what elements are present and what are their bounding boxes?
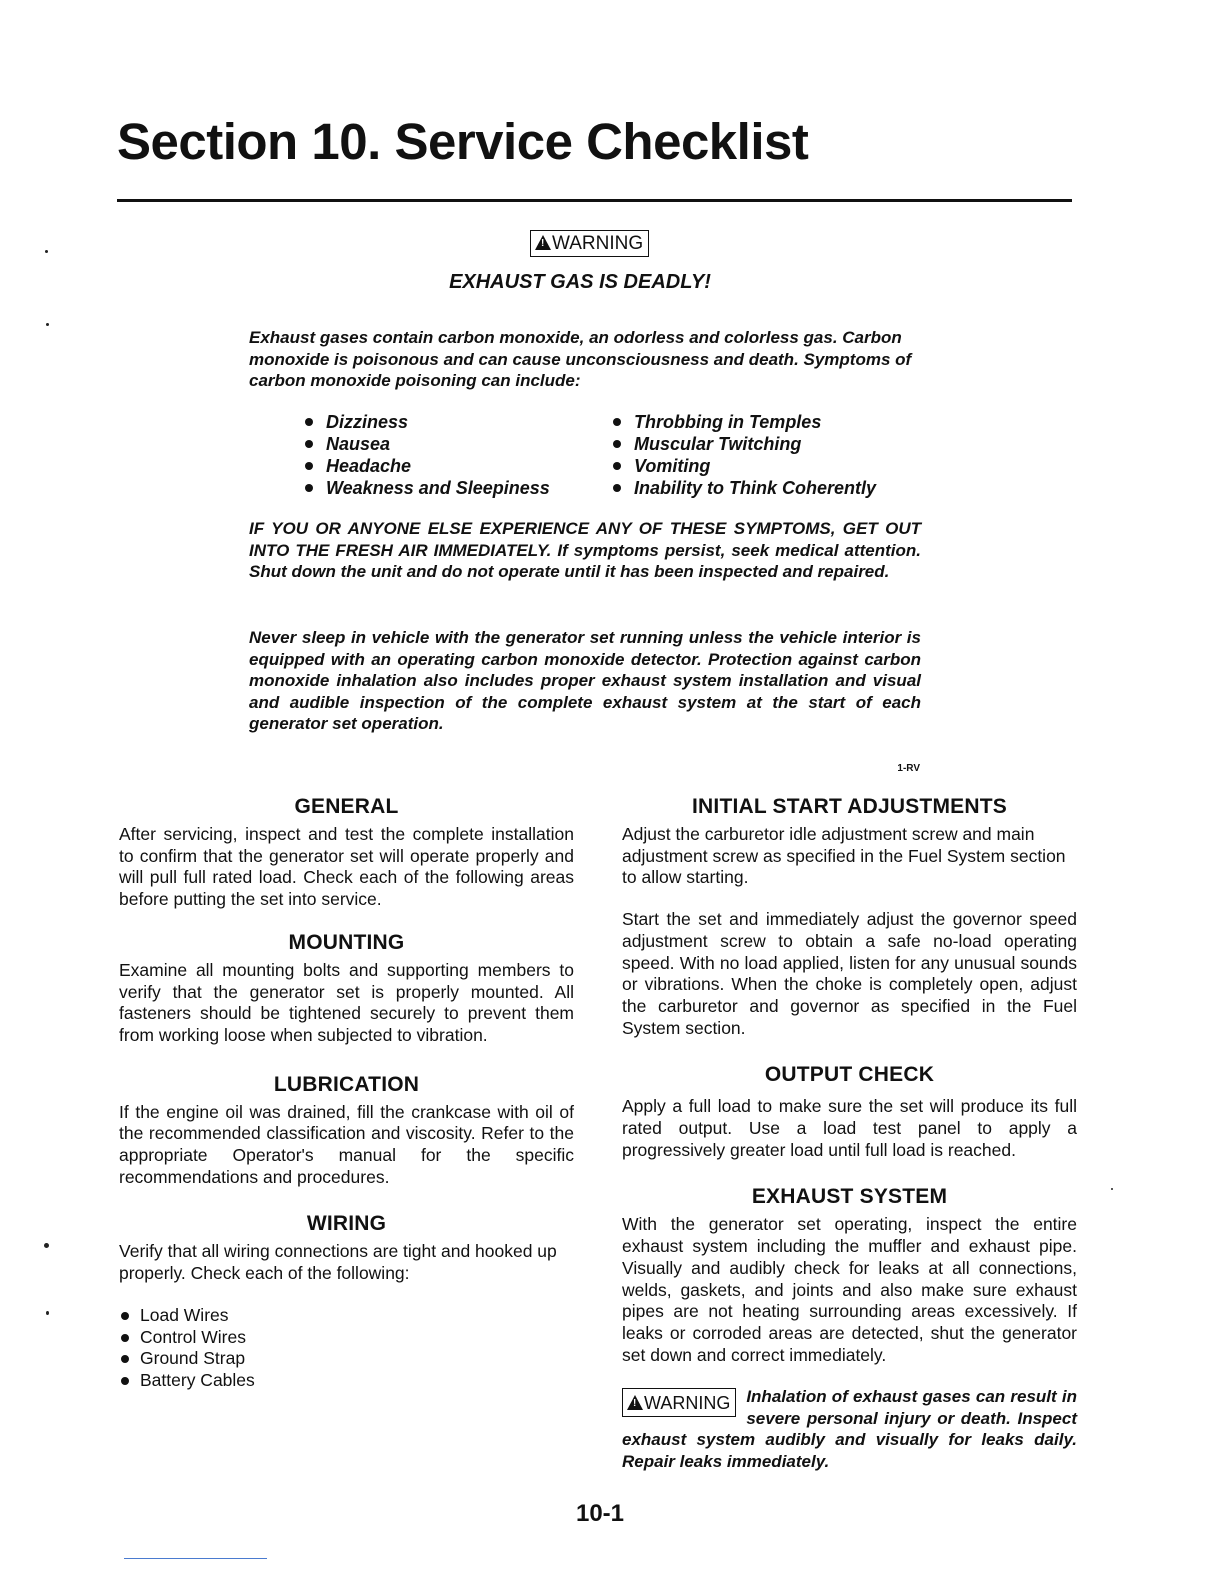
warning-paragraph: Exhaust gases contain carbon monoxide, an odorless and colorless gas. Carbon monoxide is poisonous and can cause unconsciousness and death. Symptoms of carbon monoxide poisoning can include: [249, 328, 912, 390]
scan-speck [1111, 1188, 1113, 1190]
list-item: Battery Cables [119, 1370, 574, 1392]
section-title-initial-start: INITIAL START ADJUSTMENTS [692, 795, 1007, 818]
list-item: Dizziness [303, 411, 550, 433]
list-item: Headache [303, 455, 550, 477]
page-number: 10-1 [575, 1500, 625, 1527]
warning-badge-label: WARNING [552, 233, 644, 254]
scan-speck [44, 1243, 49, 1248]
list-item: Load Wires [119, 1305, 574, 1327]
section-title-lubrication: LUBRICATION [273, 1072, 420, 1096]
scan-speck [46, 323, 49, 326]
section-text-wiring: Verify that all wiring connections are tight and hooked up properly. Check each of the following: [119, 1241, 557, 1284]
list-item: Inability to Think Coherently [611, 477, 876, 499]
warning-badge-label: WARNING [644, 1393, 731, 1414]
section-title-exhaust-system: EXHAUST SYSTEM [751, 1185, 948, 1209]
warning-triangle-icon [535, 235, 551, 250]
scan-speck [45, 250, 48, 253]
exhaust-warning [622, 1386, 1077, 1472]
section-text-general: After servicing, inspect and test the complete installation to confirm that the generator set will operate properly and will pull full rated load. Check each of the following areas before putting the set into service. [119, 824, 574, 910]
footer-line [124, 1558, 267, 1559]
right-column [622, 793, 1077, 1472]
list-item: Nausea [303, 433, 550, 455]
warning-code: 1-RV [897, 763, 920, 774]
section-text-lubrication: If the engine oil was drained, fill the crankcase with oil of the recommended classification and viscosity. Refer to the appropriate Operator's manual for the specific recommendations and procedures. [119, 1101, 574, 1187]
section-text-initial-start-1: Adjust the carburetor idle adjustment screw and main adjustment screw as specified in the Fuel System section to allow starting. [622, 824, 1066, 888]
list-item: Weakness and Sleepiness [303, 477, 550, 499]
list-item: Control Wires [119, 1327, 574, 1349]
warning-badge [622, 1388, 736, 1417]
list-item: Ground Strap [119, 1348, 574, 1370]
section-text-exhaust-system: With the generator set operating, inspect the entire exhaust system including the muffler and exhaust pipe. Visually and audibly check for leaks at all connections, welds, gaskets, and joints and also make sure exhaust pipes are not heating surrounding areas excessively. If leaks or corroded areas are detected, shut the generator set down and correct immediately. [622, 1214, 1077, 1365]
page-title: Section 10. Service Checklist [117, 113, 809, 170]
list-item: Vomiting [611, 455, 876, 477]
warning-paragraph: Never sleep in vehicle with the generator set running unless the vehicle interior is equipped with an operating carbon monoxide detector. Protection against carbon monoxide inhalation also includes proper exhaust system installation and visual and audible inspection of the complete exhaust system at the start of each generator set operation. [249, 628, 921, 733]
list-item: Muscular Twitching [611, 433, 876, 455]
warning-paragraph: IF YOU OR ANYONE ELSE EXPERIENCE ANY OF THESE SYMPTOMS, GET OUT INTO THE FRESH AIR IMMEDIATELY. If symptoms persist, seek medical attention. Shut down the unit and do not operate until it has been inspected and repaired. [249, 519, 921, 581]
warning-badge [530, 230, 649, 257]
title-divider [117, 199, 1072, 202]
list-item: Throbbing in Temples [611, 411, 876, 433]
section-text-output-check: Apply a full load to make sure the set will produce its full rated output. Use a load test panel to apply a progressively greater load until full load is reached. [622, 1096, 1077, 1160]
section-title-mounting: MOUNTING [288, 930, 405, 954]
scan-speck [46, 1311, 49, 1315]
left-column [119, 793, 574, 1392]
symptoms-list-right [611, 411, 876, 499]
symptoms-list-left [303, 411, 550, 499]
warning-triangle-icon [627, 1395, 643, 1410]
section-text-mounting: Examine all mounting bolts and supporting members to verify that the generator set is properly mounted. All fasteners should be tightened securely to prevent them from working loose when subjected to vibration. [119, 959, 574, 1045]
section-title-wiring: WIRING [306, 1212, 387, 1236]
section-text-initial-start-2: Start the set and immediately adjust the governor speed adjustment screw to obtain a safe no-load operating speed. With no load applied, listen for any unusual sounds or vibrations. When the choke is completely open, adjust the carburetor and governor as specified in the Fuel System section. [622, 909, 1077, 1038]
section-title-output-check: OUTPUT CHECK [764, 1063, 935, 1087]
warning-heading: EXHAUST GAS IS DEADLY! [449, 271, 711, 293]
wiring-checklist [119, 1305, 574, 1392]
warning-text: Inhalation of exhaust gases can result in severe personal injury or death. Inspect exhaust system audibly and visually for leaks daily. Repair leaks immediately. [622, 1387, 1077, 1471]
section-title-general: GENERAL [294, 795, 399, 818]
